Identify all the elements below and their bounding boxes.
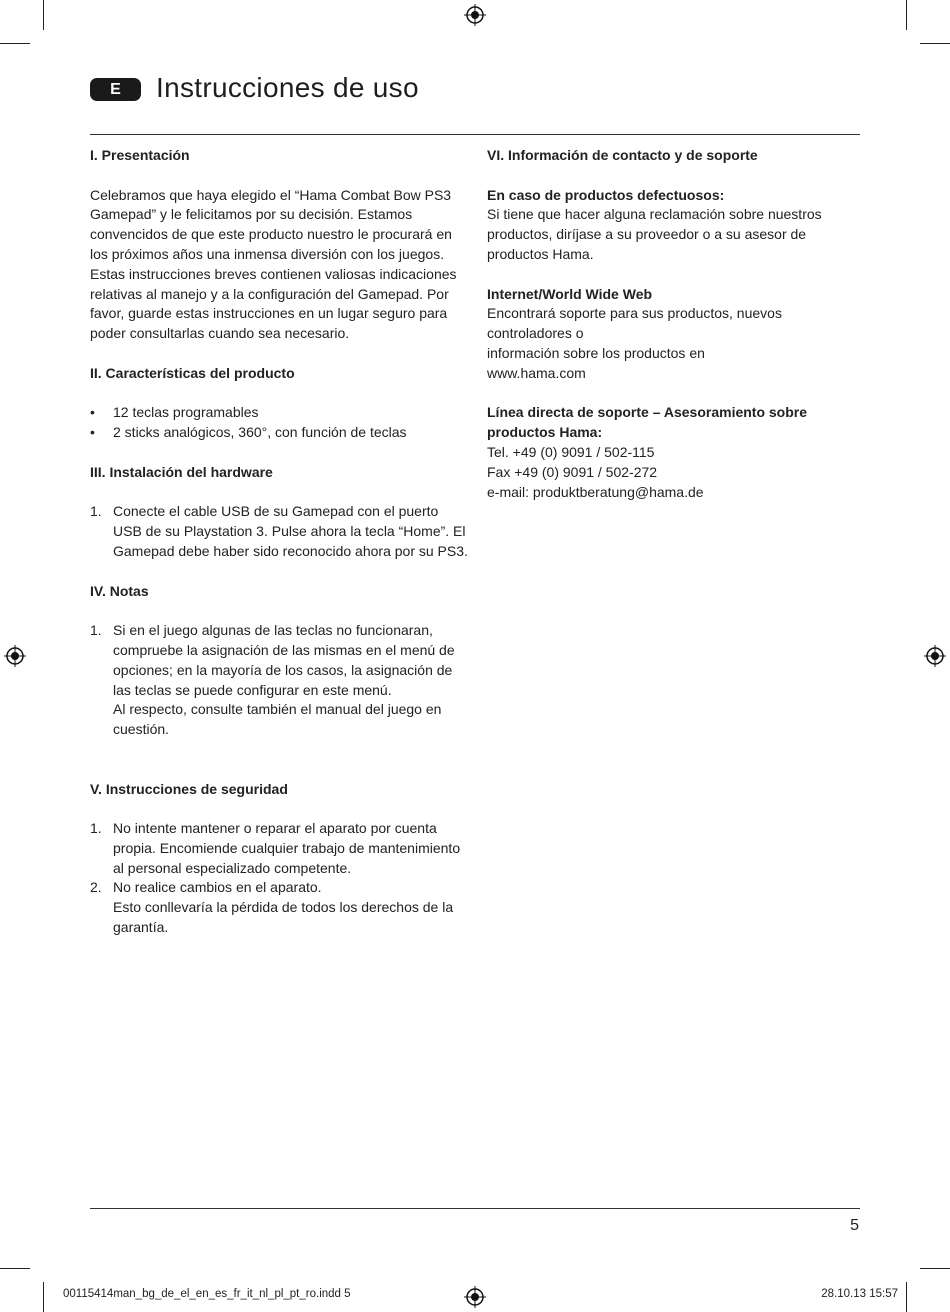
crop-mark-top-right-horizontal: [920, 43, 950, 44]
section-heading-instalacion: III. Instalación del hardware: [90, 463, 273, 480]
list-item: 1. No intente mantener o reparar el aparato por cuenta propia. Encomiende cualquier trabajo de mantenimiento al personal especializado competente.: [90, 820, 461, 876]
features-list: [90, 403, 470, 443]
web-text-line: Encontrará soporte para sus productos, nuevos controladores o: [487, 305, 782, 342]
registration-mark-icon: [4, 645, 26, 667]
crop-mark-bottom-right-horizontal: [920, 1268, 950, 1269]
section-heading-seguridad: V. Instrucciones de seguridad: [90, 780, 288, 797]
list-item: 1. Conecte el cable USB de su Gamepad con el puerto USB de su Playstation 3. Pulse ahora la tecla “Home”. El Gamepad debe haber sido reconocido ahora por su PS3.: [90, 503, 468, 559]
file-slug: 00115414man_bg_de_el_en_es_fr_it_nl_pl_pt_ro.indd 5: [63, 1288, 351, 1300]
fax-number: Fax +49 (0) 9091 / 502-272: [487, 463, 658, 480]
registration-mark-icon: [464, 1286, 486, 1308]
page-number: 5: [850, 1217, 859, 1234]
list-item: • 2 sticks analógicos, 360°, con función de teclas: [90, 424, 407, 441]
crop-mark-top-left-vertical: [43, 0, 44, 30]
web-heading: Internet/World Wide Web: [487, 285, 653, 302]
registration-mark-icon: [464, 4, 486, 26]
defect-heading: En caso de productos defectuosos:: [487, 186, 725, 203]
section-text-presentacion: Celebramos que haya elegido el “Hama Combat Bow PS3 Gamepad” y le felicitamos por su decisión. Estamos convencidos de que este producto nuestro le procurará en los próximos años una inmensa diversión con los juegos. Estas instrucciones breves contienen valiosas indicaciones relativas al manejo y a la configuración del Gamepad. Por favor, guarde estas instrucciones en un lugar seguro para poder consultarlas cuando sea necesario.: [90, 186, 457, 342]
crop-mark-bottom-right-vertical: [906, 1282, 907, 1312]
list-item: • 12 teclas programables: [90, 404, 259, 421]
section-heading-contacto: VI. Información de contacto y de soporte: [487, 147, 758, 163]
page-title: Instrucciones de uso: [156, 72, 419, 103]
section-heading-caracteristicas: II. Características del producto: [90, 364, 295, 381]
print-date-time: 28.10.13 15:57: [821, 1288, 898, 1300]
right-column: [487, 146, 859, 502]
crop-mark-bottom-left-horizontal: [0, 1268, 30, 1269]
language-badge: E: [90, 78, 141, 101]
phone-number: Tel. +49 (0) 9091 / 502-115: [487, 443, 655, 460]
crop-mark-top-left-horizontal: [0, 43, 30, 44]
safety-list: [90, 819, 470, 938]
registration-mark-icon: [924, 645, 946, 667]
section-heading-presentacion: I. Presentación: [90, 147, 190, 163]
list-item: 1. Si en el juego algunas de las teclas no funcionaran, compruebe la asignación de las mismas en el menú de opciones; en la mayoría de los casos, la asignación de las teclas se puede configurar en este menú. Al respecto, consulte también el manual del juego en cuestión.: [90, 622, 455, 738]
web-text-line: información sobre los productos en: [487, 344, 705, 361]
email-address[interactable]: e-mail: produktberatung@hama.de: [487, 483, 704, 500]
left-column: [90, 146, 470, 938]
header-divider: [90, 134, 860, 135]
crop-mark-top-right-vertical: [906, 0, 907, 30]
crop-mark-bottom-left-vertical: [43, 1282, 44, 1312]
footer-divider: [90, 1208, 860, 1209]
defect-text: Si tiene que hacer alguna reclamación sobre nuestros productos, diríjase a su proveedor o a su asesor de productos Hama.: [487, 206, 822, 262]
installation-steps: [90, 502, 470, 561]
section-heading-notas: IV. Notas: [90, 582, 149, 599]
notes-list: [90, 621, 470, 740]
list-item: 2. No realice cambios en el aparato. Esto conllevaría la pérdida de todos los derechos de la garantía.: [90, 879, 454, 936]
hotline-heading: Línea directa de soporte – Asesoramiento sobre productos Hama:: [487, 404, 808, 441]
website-link[interactable]: www.hama.com: [487, 364, 586, 381]
